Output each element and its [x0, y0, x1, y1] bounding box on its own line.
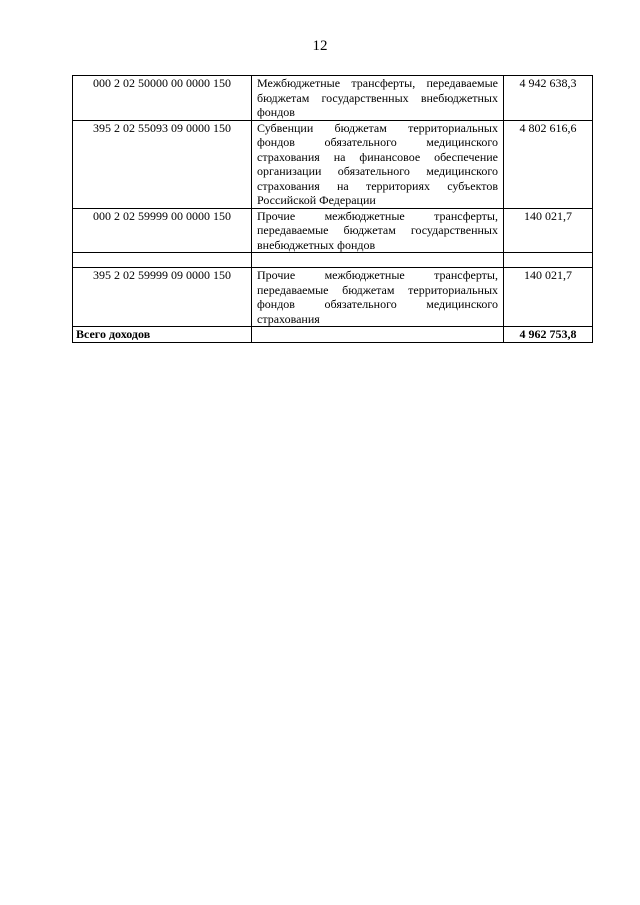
table-row [73, 268, 593, 327]
revenue-name-cell: Межбюджетные трансферты, передаваемые бюджетам государственных внебюджетных фондов [252, 76, 504, 121]
page-number: 12 [312, 38, 328, 54]
revenue-name-cell: Прочие межбюджетные трансферты, передаваемые бюджетам государственных внебюджетных фондов [252, 208, 504, 253]
revenue-name-cell: Субвенции бюджетам территориальных фондов обязательного медицинского страхования на финансовое обеспечение организации обязательного медицинского страхования на территориях субъектов Российской Федерации [252, 120, 504, 208]
budget-code-cell: 000 2 02 50000 00 0000 150 [73, 76, 252, 121]
amount-cell: 4 802 616,6 [504, 120, 593, 208]
total-row [73, 327, 593, 343]
table-row [73, 76, 593, 121]
empty-cell [252, 253, 504, 268]
revenue-name-cell: Прочие межбюджетные трансферты, передаваемые бюджетам территориальных фондов обязательного медицинского страхования [252, 268, 504, 327]
empty-cell [73, 253, 252, 268]
table-row [73, 208, 593, 253]
amount-cell: 140 021,7 [504, 208, 593, 253]
table-row-spacer [73, 253, 593, 268]
table-row [73, 120, 593, 208]
total-label: Всего доходов [73, 327, 252, 343]
budget-code-cell: 395 2 02 55093 09 0000 150 [73, 120, 252, 208]
amount-cell: 4 942 638,3 [504, 76, 593, 121]
budget-code-cell: 395 2 02 59999 09 0000 150 [73, 268, 252, 327]
revenue-table [72, 75, 593, 343]
total-amount: 4 962 753,8 [504, 327, 593, 343]
amount-cell: 140 021,7 [504, 268, 593, 327]
budget-code-cell: 000 2 02 59999 00 0000 150 [73, 208, 252, 253]
empty-cell [504, 253, 593, 268]
total-name-cell [252, 327, 504, 343]
